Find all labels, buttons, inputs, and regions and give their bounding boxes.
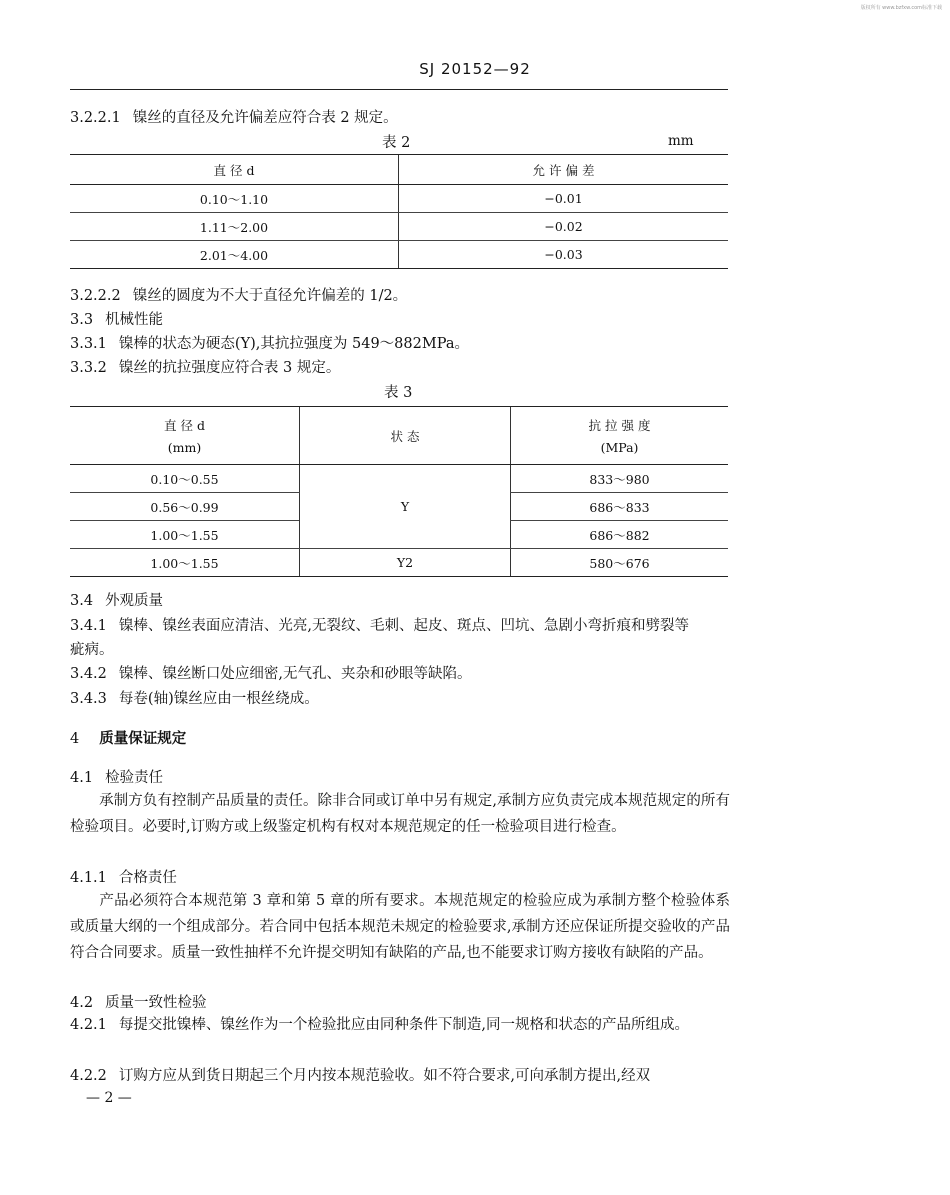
clause-text: 合格责任	[118, 870, 177, 886]
clause-body-text: 承制方负有控制产品质量的责任。除非合同或订单中另有规定,承制方应负责完成本规范规定的所有检验项目。必要时,订购方或上级鉴定机构有权对本规范规定的任一检验项目进行检查。	[70, 793, 730, 835]
clause-3-4-3	[70, 687, 319, 708]
clause-number: 3.4.1	[70, 618, 107, 634]
table3-header-diameter-unit: (mm)	[167, 440, 202, 455]
table3-header-state: 状 态	[300, 407, 511, 465]
clause-text: 镍丝的抗拉强度应符合表 3 规定。	[118, 360, 341, 376]
clause-3-4	[70, 589, 163, 610]
table-row	[70, 185, 728, 213]
clause-number: 3.3	[70, 312, 94, 328]
table2-cell-tolerance: −0.01	[399, 185, 729, 213]
clause-body-text: 产品必须符合本规范第 3 章和第 5 章的所有要求。本规范规定的检验应成为承制方整个检验体系或质量大纲的一个组成部分。若合同中包括本规范未规定的检验要求,承制方还应保证所提交验收的产品符合合同要求。质量一致性抽样不允许提交明知有缺陷的产品,也不能要求订购方接收有缺陷的产品。	[70, 893, 730, 961]
table3-header-diameter-label: 直 径 d	[164, 418, 205, 433]
clause-4-1-1	[70, 866, 177, 887]
table-row	[70, 549, 728, 577]
table3-cell-strength: 686～882	[511, 521, 729, 549]
clause-text: 镍棒的状态为硬态(Y),其抗拉强度为 549～882MPa。	[118, 336, 469, 352]
table2-title: 表 2	[382, 135, 411, 151]
clause-number: 4.2	[70, 995, 94, 1011]
table3-cell-strength: 686～833	[511, 493, 729, 521]
clause-number: 3.4.2	[70, 666, 107, 682]
table2-cell-tolerance: −0.02	[399, 213, 729, 241]
clause-3-4-1	[70, 614, 689, 635]
clause-number: 3.3.2	[70, 360, 107, 376]
clause-text: 每卷(轴)镍丝应由一根丝绕成。	[118, 691, 319, 707]
table3-cell-state-y2: Y2	[300, 549, 511, 577]
clause-number: 4.1	[70, 770, 94, 786]
section-title: 质量保证规定	[99, 730, 187, 747]
clause-number: 3.2.2.1	[70, 110, 121, 126]
clause-4-2-1	[70, 1012, 730, 1038]
clause-3-3-2	[70, 356, 340, 377]
table2-header-row	[70, 155, 728, 185]
header-rule	[70, 89, 728, 90]
table3-header-diameter	[70, 407, 300, 465]
clause-number: 3.4.3	[70, 691, 107, 707]
clause-text: 质量一致性检验	[105, 995, 207, 1011]
table3-cell-diameter: 1.00～1.55	[70, 549, 300, 577]
table3-cell-strength: 833～980	[511, 465, 729, 493]
clause-4-1	[70, 766, 163, 787]
table2	[70, 154, 728, 269]
clause-3-4-1-continued: 疵病。	[70, 642, 114, 658]
clause-text: 镍棒、镍丝表面应清洁、光亮,无裂纹、毛刺、起皮、斑点、凹坑、急剧小弯折痕和劈裂等	[118, 618, 690, 634]
clause-4-1-1-body	[70, 888, 730, 966]
table2-cell-tolerance: −0.03	[399, 241, 729, 269]
clause-text: 镍棒、镍丝断口处应细密,无气孔、夹杂和砂眼等缺陷。	[118, 666, 472, 682]
clause-text: 每提交批镍棒、镍丝作为一个检验批应由同种条件下制造,同一规格和状态的产品所组成。	[118, 1017, 690, 1033]
table-row	[70, 241, 728, 269]
table-row	[70, 213, 728, 241]
table3-title: 表 3	[384, 385, 413, 401]
clause-number: 4.2.2	[70, 1068, 107, 1084]
clause-number: 3.2.2.2	[70, 288, 121, 304]
clause-number: 3.4	[70, 593, 94, 609]
table2-cell-diameter: 1.11～2.00	[70, 213, 399, 241]
clause-text: 镍丝的直径及允许偏差应符合表 2 规定。	[132, 110, 398, 126]
standard-code-header: SJ 20152—92	[419, 60, 531, 78]
clause-4-2	[70, 991, 207, 1012]
clause-text: 外观质量	[105, 593, 164, 609]
clause-number: 3.3.1	[70, 336, 107, 352]
table3-header-strength-unit: (MPa)	[600, 440, 639, 455]
table3	[70, 406, 728, 577]
table3-cell-diameter: 0.56～0.99	[70, 493, 300, 521]
clause-4-1-body	[70, 788, 730, 840]
table2-header-tolerance: 允 许 偏 差	[399, 155, 729, 185]
table3-cell-diameter: 1.00～1.55	[70, 521, 300, 549]
table3-cell-diameter: 0.10～0.55	[70, 465, 300, 493]
clause-3-2-2-1	[70, 106, 398, 127]
section-4-heading	[70, 727, 186, 748]
clause-text: 订购方应从到货日期起三个月内按本规范验收。如不符合要求,可向承制方提出,经双	[118, 1068, 651, 1084]
table3-header-strength	[511, 407, 729, 465]
table2-cell-diameter: 0.10～1.10	[70, 185, 399, 213]
clause-text: 机械性能	[105, 312, 164, 328]
clause-4-2-2	[70, 1063, 730, 1089]
table3-header-strength-label: 抗 拉 强 度	[588, 418, 651, 433]
table2-unit: mm	[668, 133, 694, 149]
clause-3-2-2-2	[70, 284, 407, 305]
table3-header-row	[70, 407, 728, 465]
clause-text: 镍丝的圆度为不大于直径允许偏差的 1/2。	[132, 288, 408, 304]
table3-cell-strength: 580～676	[511, 549, 729, 577]
clause-number: 4.1.1	[70, 870, 107, 886]
watermark-text: 版权所有 www.bzfxw.com标准下载	[860, 5, 942, 11]
table2-header-diameter: 直 径 d	[70, 155, 399, 185]
clause-3-3	[70, 308, 163, 329]
table3-cell-state-y: Y	[300, 465, 511, 549]
table-row	[70, 465, 728, 493]
page-number: — 2 —	[86, 1090, 132, 1106]
clause-3-3-1	[70, 332, 469, 353]
clause-number: 4.2.1	[70, 1017, 107, 1033]
table2-cell-diameter: 2.01～4.00	[70, 241, 399, 269]
clause-text: 检验责任	[105, 770, 164, 786]
clause-3-4-2	[70, 662, 472, 683]
section-number: 4	[70, 731, 80, 747]
